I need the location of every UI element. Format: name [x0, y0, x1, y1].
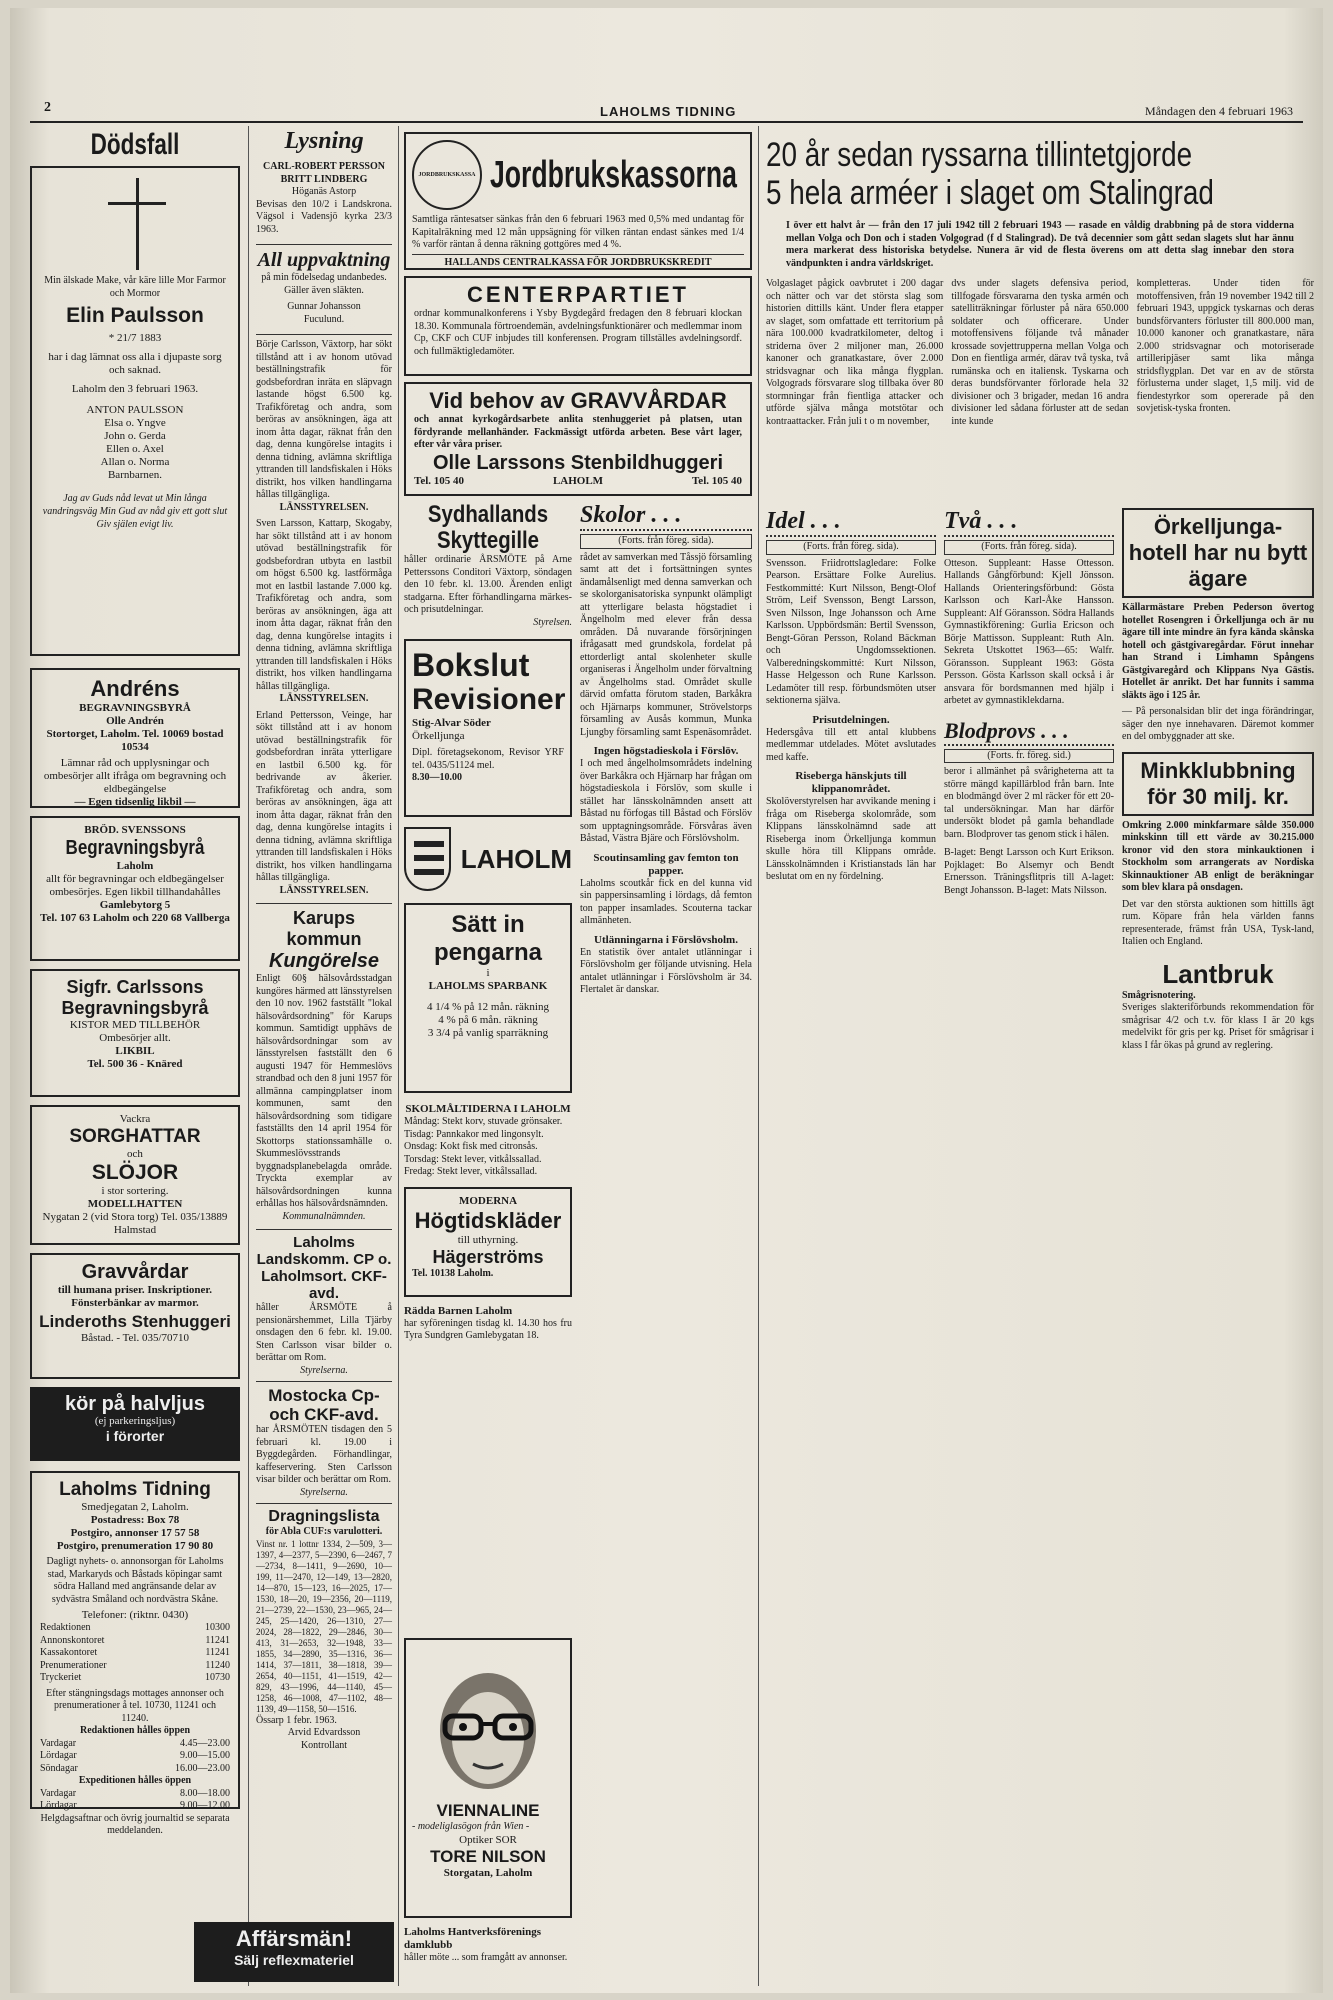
column-rule [758, 126, 759, 1986]
sparbank-rate: 3 3/4 på vanlig sparräkning [427, 1027, 549, 1039]
landskomm-text: håller ÅRSMÖTE å pensionärshemmet, Lilla Tjärby onsdagen den 6 febr. kl. 19.00. Sten Carlsson visar bilder o. berättar om Rom. [256, 1302, 392, 1363]
lt-row-label: Tryckeriet [40, 1672, 82, 1683]
lansstyrelsen-notice: Börje Carlsson, Växtorp, har sökt tillstånd att i av honom utövad beställningstrafik för godsbefordran inräta en släpvagn lastande högst 6.500 kg. Trafikföretag och andra, som beröras av ansökningen, äga att inom åtta dagar, räknat från den dag, denna kungörelse intagits i denna tidning, avlämna skriftliga yttranden till landsfiskalen i Höks distrikt, hos vilken handlingarna hållas tillgängliga. [256, 334, 392, 502]
andrens-ad [30, 668, 240, 808]
hag-tel: Tel. 10138 Laholm. [412, 1267, 494, 1279]
skolmaltider-heading: SKOLMÅLTIDERNA I LAHOLM [405, 1103, 571, 1115]
lt-row-value: 11241 [205, 1647, 230, 1658]
lt-text: Dagligt nyhets- o. annonsorgan för Laholms stad, Markaryds och Båstads köpingar samt södra Halland med angränsande delar av sydvästra Småland och nordvästra Skåne. [46, 1556, 224, 1605]
lantbruk-text: Sveriges slakteriförbunds rekommendation för smågrisar 4/2 och t.v. för klass I är 20 kgs medelvikt för gris per kg. Priset för smågrisar i klass I får ökas på grund av reglering. [1122, 1002, 1314, 1051]
death-notice [30, 166, 240, 656]
dragningslista-date: Össarp 1 febr. 1963. [256, 1714, 337, 1726]
grav-title: Gravvårdar [81, 1261, 189, 1283]
uppvaktning-heading: All uppvaktning [256, 244, 392, 272]
landskomm-heading: Laholms Landskomm. CP o. Laholmsort. CKF-avd. [256, 1229, 392, 1302]
karups-heading: Karups kommun [256, 903, 392, 950]
carlssons-text: Ombesörjer allt. [99, 1032, 171, 1044]
laholm-coat-of-arms-icon [404, 827, 451, 891]
hag-top: MODERNA [458, 1194, 518, 1207]
svenssons-top: BRÖD. SVENSSONS [84, 824, 186, 836]
mostocka-text: har ÅRSMÖTEN tisdagen den 5 februari kl. 19.00 i Byggdegården. Förhandlingar, kaffeservering. Sten Carlsson visar bilder och berättar om Rom. [256, 1424, 392, 1485]
andrens-text: Lämnar råd och upplysningar och ombesörjer allt ifråga om begravning och eldbegängelse [43, 757, 227, 795]
svenssons-address: Gamlebytorg 5 [99, 899, 171, 911]
lysning-names: CARL-ROBERT PERSSON BRITT LINDBERG [263, 161, 385, 185]
lysning-heading: Lysning [284, 128, 364, 154]
carlssons-ad [30, 969, 240, 1097]
bokslut-heading: Bokslut [412, 647, 530, 683]
skolor-sub3: Scoutinsamling gav femton ton papper. [593, 851, 739, 877]
centerpartiet-text: ordnar kommunalkonferens i Ysby Bygdegård fredagen den 8 februari klockan 18.30. Kommunala förtroendemän, avdelningsfunktionärer och medlemmar inom Cp, CKF och CUF inbjudes till konferensen. Program tillställes avdelningsordf. och fullmäktigledamöter. [414, 308, 742, 357]
carlssons-title: Sigfr. Carlssons Begravningsbyrå [61, 977, 209, 1018]
bokslut-place: Örkelljunga [412, 730, 465, 742]
sparbank-ad [404, 903, 572, 1093]
lt-row-label: Prenumerationer [40, 1659, 107, 1671]
carlssons-tel: Tel. 500 36 - Knäred [87, 1058, 183, 1070]
linderoths-ad [30, 1253, 240, 1379]
mostocka-sign: Styrelserna. [300, 1486, 348, 1498]
svenssons-text: allt för begravningar och eldbegängelser ombesörjes. Egen likbil tillhandahålles [46, 873, 224, 898]
lt-exp-label: Lördagar [40, 1800, 77, 1811]
lansstyrelsen-notice: Sven Larsson, Kattarp, Skogaby, har sökt tillstånd att i av honom utövad beställningstrafik för godsbefordran utbyta en lastbil om högst 6.500 kg. lastförmåga mot en lastbil lastande 7.000 kg. Trafikföretag och andra, som beröras av ansökningen, äga att inom åtta dagar, räknat från den dag, denna kungörelse intagits i denna tidning, avlämna skriftliga yttranden till landsfiskalen i Höks distrikt, hos vilken handlingarna hållas tillgängliga. [256, 518, 392, 692]
lt-row-value: 11240 [205, 1659, 230, 1671]
halvljus-line1: kör på halvljus [64, 1393, 206, 1415]
vienna-name: TORE NILSON [430, 1846, 546, 1866]
lt-open-label: Vardagar [40, 1737, 77, 1749]
column-1 [30, 128, 240, 1836]
andrens-sub: BEGRAVNINGSBYRÅ [79, 702, 191, 714]
lt-box: Postadress: Box 78 [90, 1514, 180, 1526]
orkelljunga-heading: Örkelljunga-hotell har nu bytt ägare [1122, 508, 1314, 598]
column-4 [580, 502, 752, 1982]
laholm-emblem [404, 827, 572, 891]
centerpartiet-ad [404, 276, 752, 376]
vienna-tagline: - modeliglasögon från Wien - [412, 1821, 530, 1832]
column-3 [404, 502, 572, 1343]
grav-tel: Båstad. - Tel. 035/70710 [80, 1332, 190, 1344]
tva-heading: Två . . . [944, 508, 1114, 537]
family-member: Allan o. Norma [100, 456, 170, 468]
lt-row-label: Kassakontoret [40, 1647, 98, 1658]
lt-row-value: 10300 [205, 1622, 230, 1633]
lt-open-table [40, 1738, 230, 1776]
hantverk-heading: Laholms Hantverksförenings damklubb [404, 1926, 542, 1951]
dragningslista-sign-title: Kontrollant [300, 1739, 348, 1751]
sorg-sortering: i stor sortering. [101, 1185, 169, 1197]
skolor-sub: (Forts. från föreg. sida). [580, 534, 752, 549]
olle-heading: Vid behov av GRAVVÅRDAR [429, 388, 727, 413]
sparbank-i: i [486, 967, 490, 979]
lt-row-value: 10730 [205, 1672, 230, 1683]
sorg-och: och [127, 1148, 143, 1160]
tva-text3: B-laget: Bengt Larsson och Kurt Erikson. Pojklaget: Bo Alsemyr och Bendt Ernersson. Träningsflitpris till A-laget: Bengt Johansson. B-laget: Mats Nilsson. [944, 847, 1114, 896]
stalingrad-col: kompletteras. Under tiden för motoffensiven, från 19 november 1942 till 2 februari 1943, uppgick tyskarnas och deras bundsförvanters förluster till 800.000 man, 10.000 kanoner och granatkastare, nära 2.000 stridsvagnar och motoriserade artilleripjäser samt lika många stridsflygplan. Det var en av de största förlusterna under slaget, 1,5 milj. vid de fiendestyrkor som opererade på den sovjetisk-tyska fronten. [1136, 278, 1314, 414]
tva-sub: (Forts. från föreg. sida). [944, 540, 1114, 555]
sorg-shop: MODELLHATTEN [87, 1198, 183, 1210]
skolor-sub2: Ingen högstadieskola i Förslöv. [593, 745, 739, 757]
uppvaktning-place: Fuculund. [303, 313, 345, 325]
halvljus-ad [30, 1387, 240, 1461]
column-2 [256, 128, 392, 1752]
mink-text2: Det var den största auktionen som hittills ägt rum. Köpare från hela världen fanns representerade, främst från USA, Tysk-land, Italien och England. [1122, 898, 1314, 947]
dragningslista-text: Vinst nr. 1 lottnr 1334, 2—509, 3—1397, 4—2377, 5—2390, 6—2467, 7—2734, 8—1411, 9—2690, 10—199, 11—2470, 12—149, 13—2820, 14—870, 15—123, 16—2025, 17—1530, 18—20, 19—2356, 20—1119, 21—2739, 22—1530, 23—965, 24—245, 25—1420, 26—1310, 27—2024, 28—1822, 29—2846, 30—413, 31—2653, 32—1948, 33—1855, 34—2890, 35—1316, 36—1414, 37—1811, 38—1818, 39—2654, 40—1151, 41—1519, 42—829, 43—1996, 44—1140, 45—1258, 46—1008, 47—1102, 48—1139, 49—1158, 50—1516. [256, 1538, 392, 1714]
lt-open-label: Söndagar [40, 1762, 78, 1774]
born-date: * 21/7 1883 [108, 332, 162, 344]
blodprovs-heading: Blodprovs . . . [944, 718, 1114, 746]
sparbank-rate: 4 % på 6 mån. räkning [438, 1014, 538, 1026]
lt-row-label: Redaktionen [40, 1622, 91, 1633]
lansstyrelsen-notice: Erland Pettersson, Veinge, har sökt tillstånd att i av honom utövad beställningstrafik för godsbefordran inräta ytterligare en lastbil 6.500 kg. för bedrivande av åkerier. Trafikföretag och andra, som beröras av ansökningen, äga att inom åtta dagar, räknat från den dag, denna kungörelse intagits i denna tidning, avlämna skriftliga yttranden till landsfiskalen i Höks distrikt, hos vilken handlingarna hållas tillgängliga. [256, 709, 392, 883]
lysning-places: Höganäs Astorp [291, 186, 357, 197]
carlssons-sub: KISTOR MED TILLBEHÖR [69, 1019, 201, 1031]
svenssons-place: Laholm [116, 860, 154, 872]
bokslut-sub: Revisioner [412, 683, 566, 716]
tva-text: Otteson. Suppleant: Hasse Ottesson. Hallands Gångförbund: Kjell Jönsson. Hallands Orienteringsförbund: Gösta Karlsson och Karl-Åke Hansson. Suppleant: Alf Göransson. Södra Hallands Gymnastikförening: Gurlia Ericson och Börje Mattisson. Suppleant: Ruth Aln. Sekreta Utskottet 1963—65: Walfr. Göransson. Suppleant 1963: Gösta Persson. Gösta Karlsson skall också i år ansvara för bordsmannen med hjälp i arbetet av gymnastiklekdarna. [944, 557, 1114, 706]
lt-exp-value: 9.00—12.00 [180, 1800, 230, 1811]
stalingrad-headline1: 20 år sedan ryssarna tillintetgjorde [766, 136, 1193, 174]
andrens-owner: Olle Andrén [106, 715, 164, 727]
family-list [42, 404, 228, 482]
blodprovs-sub: (Forts. fr. föreg. sid.) [944, 749, 1114, 764]
halvljus-line3: i förorter [105, 1428, 165, 1444]
lt-row-label: Annonskontoret [40, 1634, 105, 1646]
vienna-address: Storgatan, Laholm [443, 1866, 533, 1879]
bokslut-hours: 8.30—10.00 [412, 772, 462, 783]
column-rule [398, 126, 399, 1986]
stalingrad-col: Volgaslaget pågick oavbrutet i 200 dagar och nätter och var det största slag som historien dittills känt. Under flera etapper av slaget, som omfattade ett territorium på nära 100.000 kvadratkilometer, deltog i striderna över 2 miljoner man, 26.000 kanoner och granatkastare, över 2.000 stridsvagnar och lika många flygplan. Volgograds försvarare slog tillbaka över 80 stormningar från fientliga attacker och utförde själva många motstötar och kontraattacker. Från juli t o m november, [766, 278, 944, 427]
column-5 [766, 508, 936, 1986]
lt-address: Smedjegatan 2, Laholm. [81, 1501, 189, 1513]
olle-contact [414, 475, 742, 488]
vienna-brand: VIENNALINE [436, 1801, 540, 1820]
lt-telefoner: Telefoner: (riktnr. 0430) [81, 1609, 189, 1621]
hag-name: Hägerströms [432, 1246, 544, 1267]
lansstyrelsen-sign: LÄNSSTYRELSEN. [279, 693, 369, 704]
stalingrad-lead: I över ett halvt år — från den 17 juli 1942 till 2 februari 1943 — rasade en våldig drabbning på de stora vidderna mellan Volga och Don och i staden Volgograd (f d Stalingrad). De två decennier som gått sedan slagets slut har ännu mera markerat dess historiska betydelse. Nunera är vid de flesta överens om att detta slag innebar den stora vändpunkten i andra världskriget. [786, 220, 1294, 269]
lt-phone-table [40, 1622, 230, 1685]
lt-open-value: 16.00—23.00 [175, 1762, 230, 1774]
page-number: 2 [44, 100, 51, 115]
sparbank-rate: 4 1/4 % på 12 mån. räkning [427, 1001, 549, 1013]
laholms-tidning-info [30, 1471, 240, 1836]
stalingrad-columns [766, 278, 1314, 428]
seal-text: JORDBRUKSKASSA [418, 172, 476, 178]
centerpartiet-heading: CENTERPARTIET [467, 282, 689, 307]
bokslut-name: Stig-Alvar Söder [412, 717, 491, 729]
olle-text: och annat kyrkogårdsarbete anlita stenhuggeriet på platsen, utan fördyrande mellanhänder. Fackmässigt utförda arbeten. Bese vårt lager, efter vår våra priser. [414, 414, 742, 450]
cross-icon [42, 174, 228, 274]
column-6 [944, 508, 1114, 1986]
skolor-text: rådet av samverkan med Tåssjö församling samt att det i fortsättningen syntes ändamålsenligt med denna samverkan och se skolorganisatoriska synpunkt olämpligt att ytterligare belasta högstadiet i Ängelholm med elever från dessa områden. Då nuvarande försörjningen ifrågasatt med grundskola, fordelat på ettorderligt antal skolenheter skulle organiseras i Ängelholm under förvaltning av Ängelholms stad. Området skulle därvid omfatta förutom staden, Barkåkra och Hjärnarps kommuner, Strövelstorps församling av Ausås kommun, Munka Ljungby församling samt Espenäsområdet. [580, 551, 752, 738]
lt-note: Helgdagsaftnar och övrig journaltid se separata meddelanden. [40, 1812, 230, 1836]
sparbank-name: LAHOLMS SPARBANK [428, 980, 548, 992]
skolmaltider-list [404, 1116, 572, 1179]
meal-row: Måndag: Stekt korv, stuvade grönsaker. [404, 1116, 563, 1127]
sydhallands-sign: Styrelsen. [533, 616, 572, 628]
lantbruk-heading: Lantbruk [1162, 958, 1274, 989]
lysning-text: Bevisas den 10/2 i Landskrona. Vägsol i Vadensjö kyrka 23/3 1963. [256, 198, 392, 235]
carlssons-likbil: LIKBIL [115, 1045, 155, 1057]
lt-postgiro-pren: Postgiro, prenumeration 17 90 80 [56, 1540, 214, 1552]
jordbruk-head [412, 140, 744, 210]
orkelljunga-text2: — På personalsidan blir det inga förändringar, säger den nye innehavaren. Däremot kommer en del ombyggnader att ske. [1122, 706, 1314, 742]
family-member: Barnbarnen. [107, 469, 163, 481]
radda-barnen-text: har syföreningen tisdag kl. 14.30 hos fru Tyra Sundgren Gamlebygatan 18. [404, 1317, 572, 1341]
jordbruk-heading: Jordbrukskassorna [490, 153, 737, 196]
olle-tel: Tel. 105 40 [691, 474, 742, 487]
lt-deadline: Efter stängningsdags mottages annonser och prenumerationer å tel. 10730, 11241 och 11240. [46, 1687, 224, 1724]
halvljus-line2: (ej parkeringsljus) [94, 1415, 176, 1427]
jordbruk-text: Samtliga räntesatser sänkas från den 6 februari 1963 med 0,5% med undantag för Kapitalräkning med 12 mån uppsägning för vilken räntan endast sänkes med 1/4 % varför räntan å denna räkning gottgöres med 4 %. [412, 214, 744, 250]
skolor-text4: En statistik över antalet utlänningar i Förslövsholm ger följande utvisning. Hela antalet utlänningar i Förslövsholm är 34. Flertalet är danskar. [580, 946, 752, 995]
karups-sign: Kommunalnämnden. [282, 1210, 366, 1222]
skolor-sub4: Utlänningarna i Förslövsholm. [594, 933, 738, 946]
andrens-address: Stortorget, Laholm. Tel. 10069 bostad 10534 [46, 728, 224, 753]
affarsman-line1: Affärsmän! [235, 1926, 353, 1951]
hagerstroms-ad [404, 1187, 572, 1297]
notice-text: har i dag lämnat oss alla i djupaste sorg och saknad. [48, 351, 222, 376]
lt-title: Laholms Tidning [59, 1479, 211, 1500]
sparbank-heading1: Sätt in [451, 911, 525, 938]
lt-row-value: 11241 [205, 1634, 230, 1646]
affarsman-ad [194, 1922, 394, 1982]
bokslut-title: Dipl. företagsekonom, Revisor YRF tel. 0435/51124 mel. [412, 747, 564, 771]
vienna-role: Optiker SOR [459, 1833, 517, 1846]
grav-text: till humana priser. Inskriptioner. Fönsterbänkar av marmor. [57, 1284, 213, 1309]
meal-row: Torsdag: Stekt lever, vitkålssallad. [404, 1153, 542, 1165]
affarsman-line2: Sälj reflexmateriel [234, 1952, 354, 1968]
sparbank-heading2: pengarna [433, 939, 543, 966]
lansstyrelsen-sign: LÄNSSTYRELSEN. [279, 884, 369, 896]
idel-text: Svensson. Friidrottslagledare: Folke Pearson. Ersättare Folke Aurelius. Festkommitté: Kurt Nilsson, Bengt-Olof Ström, Leif Svensson, Bengt Larsson, Sven Nilsson, Inge Johansson och Arne Karlsson. Uppbördsmän: Bertil Svensson, Bengt-Göran Persson, Roland Bäckman och Ungdomssektionen. Valberedningskommitté: Kurt Nilsson, Hasse Helgesson och Rune Karlsson. Ledamöter till resp. förbundsmöten utser sektionerna själva. [766, 557, 936, 706]
bokslut-ad [404, 639, 572, 817]
radda-barnen-heading: Rädda Barnen Laholm [404, 1304, 513, 1317]
idel-sub3: Riseberga hänskjuts till klippanområdet. [795, 770, 907, 795]
stalingrad-col: dvs under slagets defensiva period, tillfogade försvararna den tyska armén och satelliträkningar förluster på nära 650.000 soldater och officerare. Under motoffensivens följande två månader krossade sovjettrupperna mellan Volga och Don en fientliga armér, därav två tyska, två rumänska och en italiensk. Tyskarna och deras bundsförvanter förlorade hela 32 divisioner och 3 brigader, medan 16 andra divisioner led sådana förluster att de sedan inte kunde [951, 278, 1129, 427]
lt-exp-value: 8.00—18.00 [180, 1787, 230, 1799]
olle-larssons-ad [404, 382, 752, 496]
column-rule [248, 126, 249, 1986]
mink-heading: Minkklubbning för 30 milj. kr. [1122, 752, 1314, 816]
hantverk-notice [404, 1926, 572, 1965]
andrens-foot: — Egen tidsenlig likbil — [74, 796, 196, 808]
sydhallands-heading: Sydhallands Skyttegille [427, 501, 549, 554]
karups-text: Enligt 60§ hälsovårdsstadgan kungöres härmed att länsstyrelsen den 10 nov. 1962 fastställt "lokal hälsovårdsordning" för Karups kommun. Samtidigt upphävs de hälsovårdsordningar som av länsstyrelsen fastställt den 6 augusti 1947 för Hemmeslövs strandbad och den 8 juni 1957 för allmänna campingplatser inom kommunen, samt den hälsovårdsordning som tidigare fastställts den 14 april 1954 för Skottorps stationssamhälle o. Skummeslövsstrands byggnadsplanebelagda område. Tryckta exemplar av hälsovårdsordningen kunna erhållas hos hälsovårdsnämnden. [256, 973, 392, 1209]
issue-date: Måndagen den 4 februari 1963 [1145, 104, 1293, 118]
karups-sub: Kungörelse [268, 950, 380, 972]
verse: Jag av Guds nåd levat ut Min långa vandringsväg Min Gud av nåd giv ett gott slut Giv själen evigt liv. [42, 493, 228, 530]
deceased-name: Elin Paulsson [66, 304, 204, 327]
dragningslista-sign: Arvid Edvardsson [287, 1727, 361, 1738]
andrens-title: Andréns [90, 676, 180, 701]
hag-sub: till uthyrning. [457, 1233, 519, 1246]
olle-town: LAHOLM [552, 474, 604, 487]
dodsfall-heading: Dödsfall [90, 128, 180, 161]
meal-row: Fredag: Stekt lever, vitkålssallad. [404, 1166, 538, 1177]
svenssons-title: Begravningsbyrå [65, 837, 205, 859]
hag-heading: Högtidskläder [414, 1207, 562, 1233]
jordbruk-footer: HALLANDS CENTRALKASSA FÖR JORDBRUKSKREDIT [412, 254, 744, 270]
place-date: Laholm den 3 februari 1963. [71, 383, 199, 395]
meal-row: Onsdag: Kokt fisk med citronsås. [404, 1141, 538, 1152]
sorg-title2: SLÖJOR [91, 1161, 179, 1184]
family-member: Ellen o. Axel [106, 443, 164, 455]
lt-open-head: Redaktionen hålles öppen [79, 1725, 191, 1736]
hantverk-text: håller möte ... som framgått av annonser. [404, 1952, 568, 1963]
sorghattar-ad [30, 1105, 240, 1245]
sheaf-seal-icon [412, 140, 482, 210]
mink-text: Omkring 2.000 minkfarmare sålde 350.000 minkskinn till ett värde av 30.215.000 kronor vid den stora minkauktionen i Stockholm som arrangerats av Nordiska Skinnauktioner AB enligt de beräkningar som blev klara på onsdagen. [1122, 819, 1314, 893]
stalingrad-article [766, 136, 1314, 428]
skolor-heading: Skolor . . . [580, 502, 752, 531]
uppvaktning-text: på min födelsedag undanbedes. Gäller även släkten. [261, 272, 387, 296]
sydhallands-text: håller ordinarie ÅRSMÖTE på Arne Petterssons Conditori Växtorp, söndagen den 10 febr. kl. 13.00. Ärenden enligt stadgarna. Efter förhandlingarna märkes- och prisutdelningar. [404, 554, 572, 615]
svenssons-ad [30, 816, 240, 961]
lantbruk-sub: Smågrisnotering. [1122, 989, 1196, 1001]
meal-row: Tisdag: Pannkakor med lingonsylt. [404, 1128, 544, 1140]
idel-sub: (Forts. från föreg. sida). [766, 540, 936, 555]
lt-open-value: 9.00—15.00 [180, 1750, 230, 1761]
lt-open-label: Lördagar [40, 1750, 77, 1761]
olle-name: Olle Larssons Stenbildhuggeri [432, 451, 724, 474]
column-7 [1122, 508, 1314, 1986]
olle-tel: Tel. 105 40 [414, 474, 465, 487]
jordbrukskassorna-ad [404, 132, 752, 270]
family-member: Elsa o. Yngve [104, 417, 166, 429]
sorg-top: Vackra [119, 1113, 151, 1125]
idel-sub2: Prisutdelningen. [812, 713, 890, 726]
vienna-ad [404, 1638, 572, 1918]
grav-name: Linderoths Stenhuggeri [39, 1312, 231, 1331]
header-rule [30, 121, 1303, 123]
idel-heading: Idel . . . [766, 508, 936, 537]
notice-intro: Min älskade Make, vår käre lille Mor Farmor och Mormor [44, 275, 226, 299]
stalingrad-headline2: 5 hela arméer i slaget om Stalingrad [766, 174, 1214, 212]
blodprovs-text: beror i allmänhet på svårigheterna att ta större mängd kapillärblod från barn. Inte en blodmängd över 2 ml räcker för ett 20-tal undersökningar. Man har därför undersökt blodet på gamla behandlade barn. Blodprover tas genom stick i hälen. [944, 766, 1114, 840]
uppvaktning-signer: Gunnar Johansson [287, 301, 361, 312]
svenssons-tel: Tel. 107 63 Laholm och 220 68 Vallberga [40, 912, 230, 924]
idel-text3: Skolöverstyrelsen har avvikande mening i fråga om Riseberga skolområde, som Klippans länsskolnämnd sade att Riseberga inom Örkelljunga kommun skulle höra till Klippans område. Länsskolnämnden i Kristianstads län har beslutat om en ny fördelning. [766, 796, 936, 882]
laholm-emblem-text: LAHOLM [460, 843, 572, 874]
dragningslista-sub: för Abla CUF:s varulotteri. [265, 1526, 383, 1537]
sorg-title: SORGHATTAR [69, 1126, 201, 1147]
landskomm-sign: Styrelserna. [300, 1364, 348, 1376]
newspaper-name: LAHOLMS TIDNING [600, 104, 737, 119]
skolor-text2: I och med ångelholmsområdets indelning över Barkåkra och Hjärnarp har frågan om högstadieskola i Förslöv, som skulle i stället har länsskolnämnden ansett att Båstad nu förfogas till Båstad och Förslöv som upptagningsområde. Försvåras även Båstad, Västra Bjäre och Förslövsholm. [580, 758, 752, 844]
family-member: ANTON PAULSSON [86, 404, 184, 416]
lt-exp-table [40, 1788, 230, 1813]
skolor-text3: Laholms scoutkår fick en del kunna vid sin pappersinsamling i lördags, då femton ton papper insamlades. Scouterna tackar allmänheten. [580, 877, 752, 926]
lt-postgiro-ann: Postgiro, annonser 17 57 58 [70, 1527, 200, 1539]
family-member: John o. Gerda [104, 430, 166, 442]
mostocka-heading: Mostocka Cp- och CKF-avd. [256, 1381, 392, 1424]
lansstyrelsen-sign: LÄNSSTYRELSEN. [279, 501, 369, 513]
newspaper-page [10, 8, 1323, 1993]
lt-open-value: 4.45—23.00 [180, 1737, 230, 1749]
orkelljunga-text: Källarmästare Preben Pederson övertog hotellet Rosengren i Örkelljunga och är nu ägare till inte mindre än fyra kända skånska hotell och gästgivaregårdar. Förut innehar han Strand i Limhamn Spångens Gästgivaregård och Klippans Nya Gästis. Hotellet är anrikt. Det har funnits i samma släkts ägo i 125 år. [1122, 602, 1314, 701]
dragningslista-heading: Dragningslista [256, 1503, 392, 1526]
lt-exp-head: Expeditionen hålles öppen [78, 1775, 192, 1786]
lt-exp-label: Vardagar [40, 1787, 77, 1799]
sorg-address: Nygatan 2 (vid Stora torg) Tel. 035/13889 Halmstad [42, 1211, 228, 1236]
woman-glasses-illustration [413, 1646, 563, 1796]
idel-text2: Hedersgåva till ett antal klubbens medlemmar utdelades. Mötet avslutades med kaffe. [766, 726, 936, 763]
